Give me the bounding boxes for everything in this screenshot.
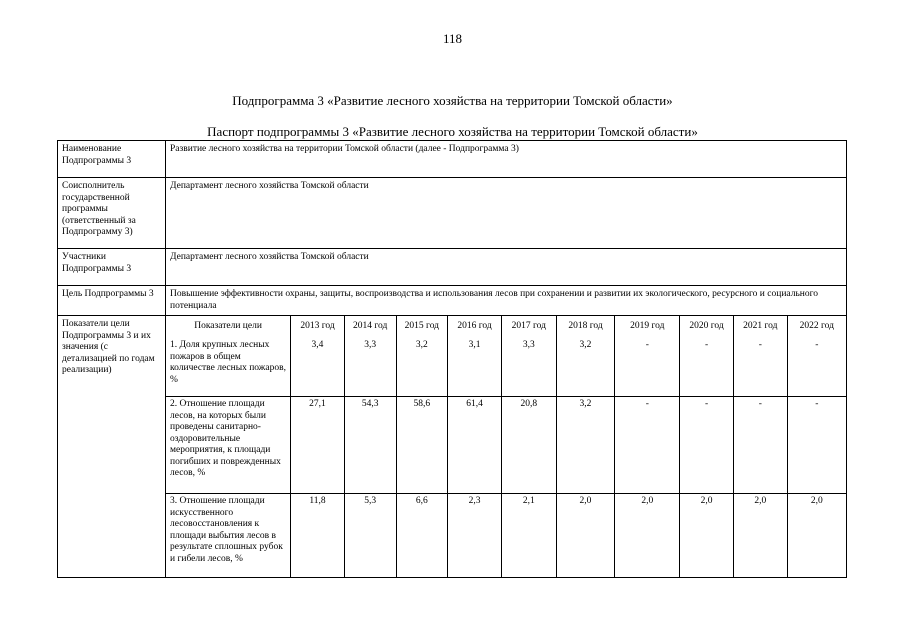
- passport-row-name: [58, 141, 847, 178]
- page-number: 118: [442, 31, 463, 46]
- header-year: 2019 год: [615, 316, 680, 338]
- indicator-value: 3,3: [501, 338, 556, 397]
- indicator-value: 2,0: [556, 494, 615, 578]
- header-year: 2017 год: [501, 316, 556, 338]
- indicator-name: 3. Отношение площади искусственного лесовосстановления к площади выбытия лесов в результате сплошных рубок и гибели лесов, %: [166, 494, 291, 578]
- indicators-cell: [166, 316, 847, 578]
- header-year: 2020 год: [680, 316, 734, 338]
- indicator-value: 3,4: [291, 338, 345, 397]
- indicator-value: 58,6: [396, 397, 448, 494]
- indicator-value: -: [615, 397, 680, 494]
- indicator-name: 2. Отношение площади лесов, на которых были проведены санитарно-оздоровительные мероприятия, к площади погибших и поврежденных лесов, %: [166, 397, 291, 494]
- indicator-value: 3,2: [556, 338, 615, 397]
- header-year: 2022 год: [787, 316, 846, 338]
- subprogram-heading: Подпрограмма 3 «Развитие лесного хозяйства на территории Томской области»: [232, 93, 673, 108]
- row-value: Департамент лесного хозяйства Томской области: [166, 249, 847, 286]
- indicator-name: 1. Доля крупных лесных пожаров в общем количестве лесных пожаров, %: [166, 338, 291, 397]
- row-label: Показатели цели Подпрограммы 3 и их значения (с детализацией по годам реализации): [58, 316, 166, 578]
- indicator-value: 61,4: [448, 397, 502, 494]
- passport-row-indicators: [58, 316, 847, 578]
- indicator-value: 54,3: [344, 397, 396, 494]
- header-year: 2021 год: [733, 316, 787, 338]
- indicator-value: 2,0: [733, 494, 787, 578]
- passport-table: [57, 140, 847, 578]
- passport-row-participants: [58, 249, 847, 286]
- header-year: 2018 год: [556, 316, 615, 338]
- header-year: 2014 год: [344, 316, 396, 338]
- indicator-row: [166, 397, 846, 494]
- row-label: Соисполнитель государственной программы (ответственный за Подпрограмму 3): [58, 178, 166, 249]
- indicator-value: 2,0: [615, 494, 680, 578]
- indicator-value: 2,1: [501, 494, 556, 578]
- indicators-table: [166, 316, 846, 577]
- indicator-value: -: [733, 338, 787, 397]
- row-value: Развитие лесного хозяйства на территории Томской области (далее - Подпрограмма 3): [166, 141, 847, 178]
- passport-row-goal: [58, 286, 847, 316]
- indicator-value: 2,0: [680, 494, 734, 578]
- row-label: Наименование Подпрограммы 3: [58, 141, 166, 178]
- indicator-value: -: [680, 397, 734, 494]
- passport-row-coexecutor: [58, 178, 847, 249]
- indicator-row: [166, 494, 846, 578]
- indicator-value: -: [680, 338, 734, 397]
- indicator-value: 27,1: [291, 397, 345, 494]
- indicator-value: 2,3: [448, 494, 502, 578]
- indicator-value: 11,8: [291, 494, 345, 578]
- indicators-header-row: [166, 316, 846, 338]
- indicator-value: 3,2: [556, 397, 615, 494]
- indicator-value: 3,2: [396, 338, 448, 397]
- header-year: 2016 год: [448, 316, 502, 338]
- header-year: 2015 год: [396, 316, 448, 338]
- indicator-value: 6,6: [396, 494, 448, 578]
- indicator-value: 5,3: [344, 494, 396, 578]
- indicator-value: 2,0: [787, 494, 846, 578]
- header-indicator-label: Показатели цели: [166, 316, 291, 338]
- indicator-value: 20,8: [501, 397, 556, 494]
- row-label: Участники Подпрограммы 3: [58, 249, 166, 286]
- row-value: Повышение эффективности охраны, защиты, воспроизводства и использования лесов при сохранении и развитии их экологического, ресурсного и социального потенциала: [166, 286, 847, 316]
- indicator-value: 3,1: [448, 338, 502, 397]
- passport-title: Паспорт подпрограммы 3 «Развитие лесного хозяйства на территории Томской области»: [207, 124, 698, 139]
- indicator-value: 3,3: [344, 338, 396, 397]
- indicator-value: -: [787, 397, 846, 494]
- indicator-value: -: [733, 397, 787, 494]
- indicator-value: -: [615, 338, 680, 397]
- row-label: Цель Подпрограммы 3: [58, 286, 166, 316]
- indicator-row: [166, 338, 846, 397]
- row-value: Департамент лесного хозяйства Томской области: [166, 178, 847, 249]
- header-year: 2013 год: [291, 316, 345, 338]
- indicator-value: -: [787, 338, 846, 397]
